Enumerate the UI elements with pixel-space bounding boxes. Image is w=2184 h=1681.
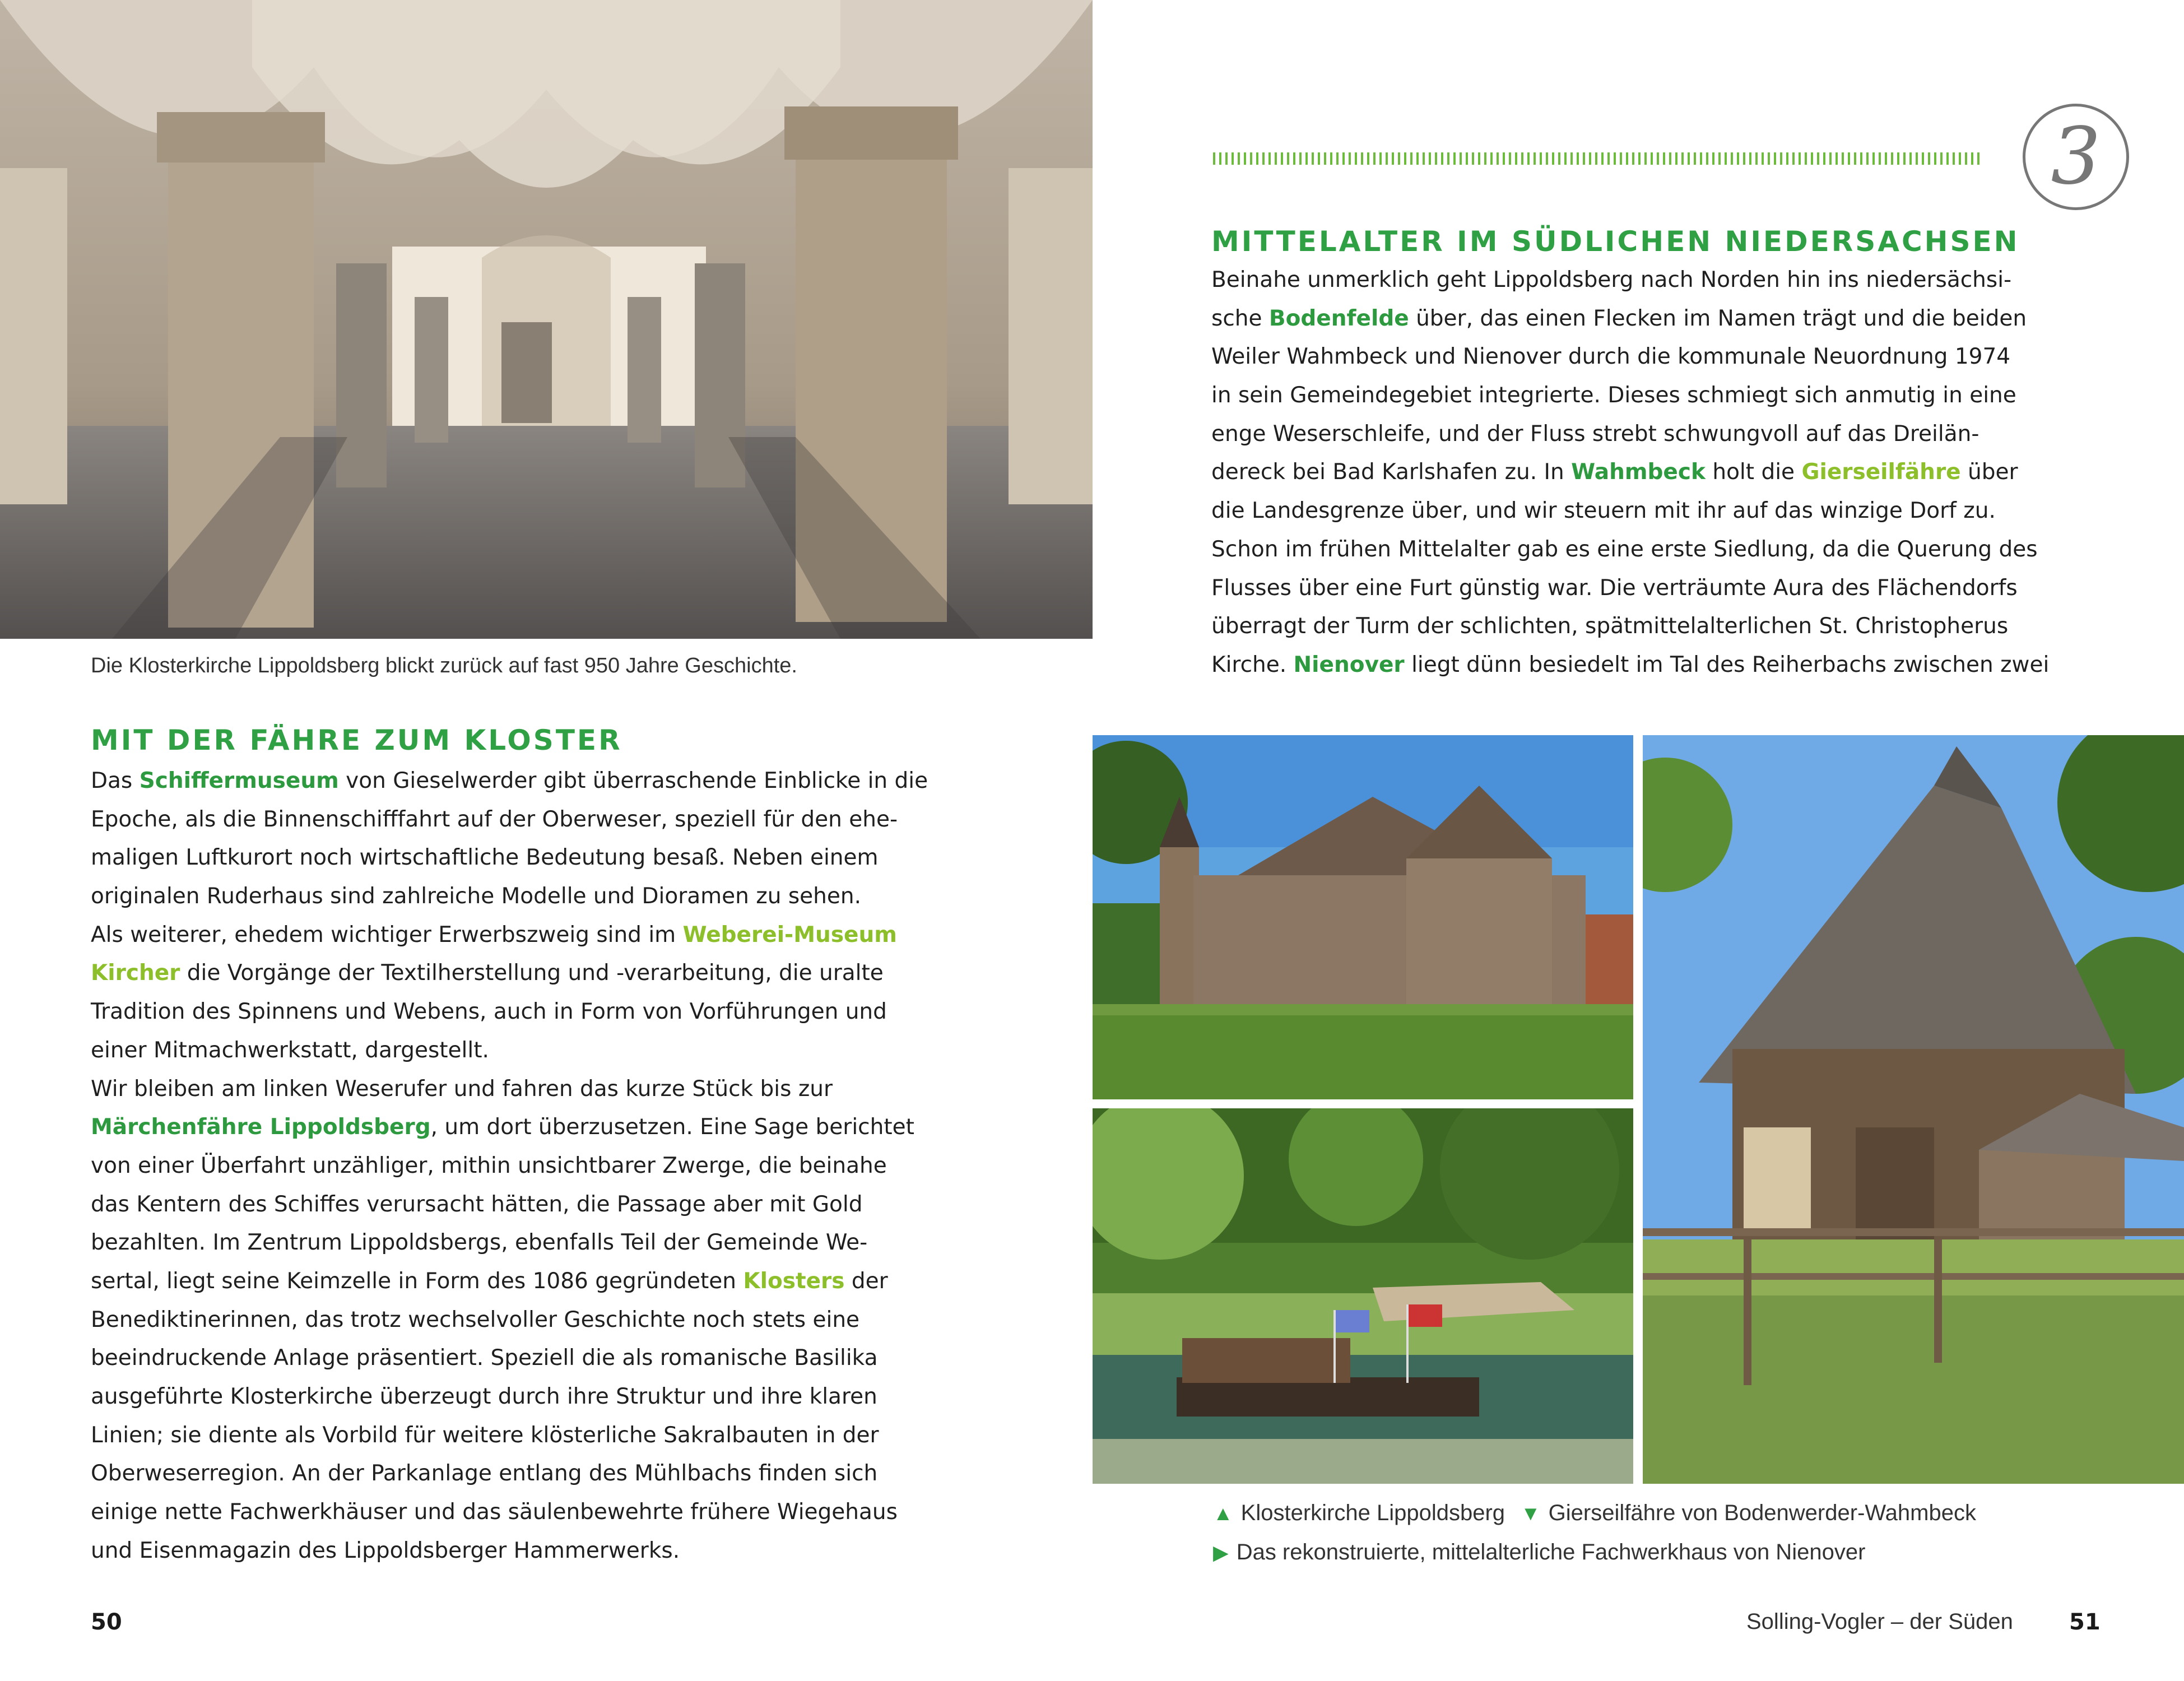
right-page-number: 51 [2069,1609,2101,1635]
body-line: sertal, liegt seine Keimzelle in Form des 1086 gegründeten Klosters der [91,1268,888,1294]
body-line: Oberweserregion. An der Parkanlage entlang des Mühlbachs finden sich [91,1461,878,1487]
legend-item-fachwerkhaus: Das rekonstruierte, mittelalterliche Fachwerkhaus von Nienover [1236,1540,1866,1564]
triangle-down-icon: ▼ [1521,1501,1541,1525]
chapter-number: 3 [2051,111,2101,202]
body-line: Tradition des Spinnens und Webens, auch in Form von Vorführungen und [91,999,887,1025]
body-line: beeindruckende Anlage präsentiert. Speziell die als romanische Basilika [91,1345,878,1371]
left-page-heading: MIT DER FÄHRE ZUM KLOSTER [91,724,622,756]
highlight-klosters: Klosters [743,1268,845,1294]
body-line: Epoche, als die Binnenschifffahrt auf der Oberweser, speziell für den ehe- [91,806,898,832]
body-line: das Kentern des Schiffes verursacht hätten, die Passage aber mit Gold [91,1191,863,1217]
body-line: maligen Luftkurort noch wirtschaftliche Bedeutung besaß. Neben einem [91,845,879,871]
highlight-bodenfelde: Bodenfelde [1268,305,1409,331]
body-line: die Landesgrenze über, und wir steuern mit ihr auf das winzige Dorf zu. [1211,498,1996,524]
body-line: Das Schiffermuseum von Gieselwerder gibt überraschende Einblicke in die [91,768,928,793]
body-line: von einer Überfahrt unzähliger, mithin unsichtbarer Zwerge, die beinahe [91,1153,887,1178]
highlight-maerchenfaehre: Märchenfähre Lippoldsberg [91,1115,431,1140]
body-line: einer Mitmachwerkstatt, dargestellt. [91,1037,489,1063]
body-line: Wir bleiben am linken Weserufer und fahren das kurze Stück bis zur [91,1076,833,1102]
body-line: originalen Ruderhaus sind zahlreiche Modelle und Dioramen zu sehen. [91,884,861,909]
photo-legend-row-1 [1213,1501,1976,1526]
body-line: Beinahe unmerklich geht Lippoldsberg nach Norden hin ins niedersächsi- [1211,267,2012,292]
body-line: Märchenfähre Lippoldsberg, um dort überzusetzen. Eine Sage berichtet [91,1115,914,1140]
body-line: Als weiterer, ehedem wichtiger Erwerbszweig sind im Weberei-Museum [91,922,897,948]
body-line: Kircher die Vorgänge der Textilherstellung und -verarbeitung, die uralte [91,960,884,986]
left-page-body [91,762,975,1570]
highlight-kircher: Kircher [91,960,180,986]
body-line: überragt der Turm der schlichten, spätmittelalterlichen St. Christopherus [1211,614,2009,639]
body-line: und Eisenmagazin des Lippoldsberger Hammerwerks. [91,1538,680,1563]
body-line: bezahlten. Im Zentrum Lippoldsbergs, ebenfalls Teil der Gemeinde We- [91,1230,868,1256]
body-line: enge Weserschleife, und der Fluss strebt schwungvoll auf das Dreilän- [1211,421,1979,447]
body-line: Schon im frühen Mittelalter gab es eine erste Siedlung, da die Querung des [1211,536,2038,562]
fachwerkhaus-photo [1643,735,2184,1484]
legend-item-gierseilfaehre: Gierseilfähre von Bodenwerder-Wahmbeck [1548,1501,1976,1525]
body-line: Weiler Wahmbeck und Nienover durch die kommunale Neuordnung 1974 [1211,344,2011,370]
triangle-right-icon: ▶ [1213,1540,1229,1564]
right-page-heading: MITTELALTER IM SÜDLICHEN NIEDERSACHSEN [1211,225,2020,258]
body-line: dereck bei Bad Karlshafen zu. In Wahmbeck holt die Gierseilfähre über [1211,459,2018,485]
body-line: Kirche. Nienover liegt dünn besiedelt im Tal des Reiherbachs zwischen zwei [1211,652,2050,677]
highlight-wahmbeck: Wahmbeck [1571,459,1706,485]
body-line: einige nette Fachwerkhäuser und das säulenbewehrte frühere Wiegehaus [91,1499,898,1525]
right-page-body [1211,261,2095,685]
decorative-tick-rule [1213,152,1983,165]
body-line: Benediktinerinnen, das trotz wechselvoller Geschichte noch stets eine [91,1307,860,1332]
crypt-photo-caption: Die Klosterkirche Lippoldsberg blickt zurück auf fast 950 Jahre Geschichte. [91,654,797,677]
photo-legend-row-2 [1213,1540,1865,1565]
chapter-number-badge [2023,104,2129,210]
triangle-up-icon: ▲ [1213,1501,1233,1525]
body-line: Flusses über eine Furt günstig war. Die verträumte Aura des Flächendorfs [1211,575,2018,601]
body-line: Linien; sie diente als Vorbild für weitere klösterliche Sakralbauten in der [91,1422,879,1448]
legend-item-klosterkirche: Klosterkirche Lippoldsberg [1240,1501,1505,1525]
left-page-number: 50 [91,1609,122,1635]
highlight-schiffermuseum: Schiffermuseum [139,768,339,793]
gierseilfaehre-photo [1093,1108,1633,1484]
highlight-weberei-museum: Weberei-Museum [682,922,897,948]
running-head: Solling-Vogler – der Süden [1746,1609,2013,1634]
body-line: ausgeführte Klosterkirche überzeugt durch ihre Struktur und ihre klaren [91,1384,877,1409]
highlight-nienover: Nienover [1293,652,1405,677]
klosterkirche-photo [1093,735,1633,1099]
body-line: sche Bodenfelde über, das einen Flecken im Namen trägt und die beiden [1211,305,2027,331]
crypt-photo [0,0,1093,639]
body-line: in sein Gemeindegebiet integrierte. Dieses schmiegt sich anmutig in eine [1211,383,2016,408]
highlight-gierseilfaehre: Gierseilfähre [1801,459,1961,485]
